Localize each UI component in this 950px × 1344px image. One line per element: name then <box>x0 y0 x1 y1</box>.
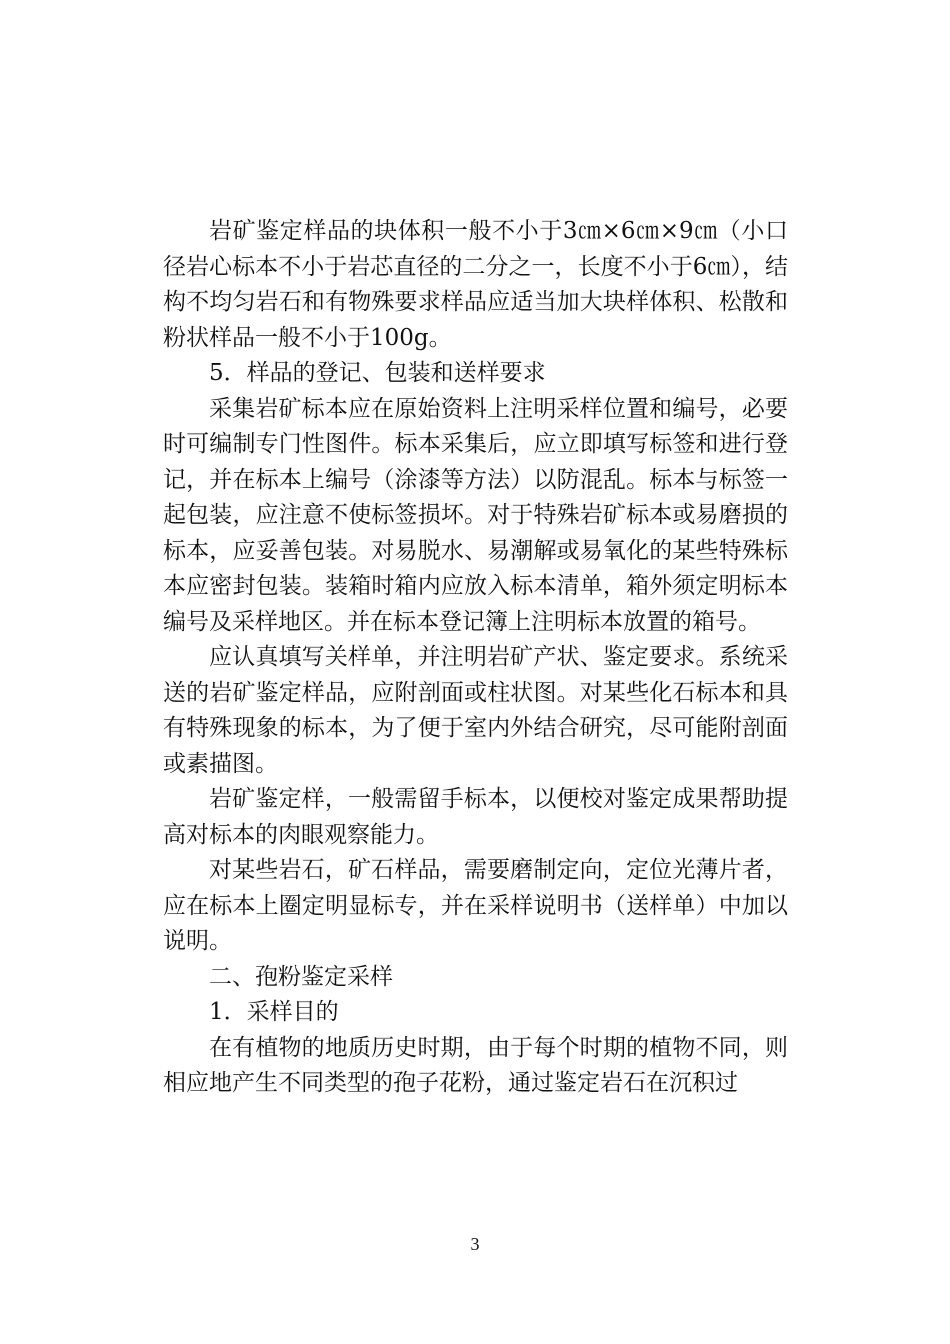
paragraph-sample-form: 应认真填写关样单，并注明岩矿产状、鉴定要求。系统采送的岩矿鉴定样品，应附剖面或柱状图。对某些化石标本和具有特殊现象的标本，为了便于室内外结合研究，尽可能附剖面或素描图。 <box>163 644 788 777</box>
section-heading-purpose: 1．采样目的 <box>209 999 339 1025</box>
page-number: 3 <box>470 1234 480 1254</box>
paragraph-sample-size: 岩矿鉴定样品的块体积一般不小于3㎝×6㎝×9㎝（小口径岩心标本不小于岩芯直径的二分之一，长度不小于6㎝），结构不均匀岩石和有物殊要求样品应适当加大块样体积、松散和粉状样品一般不小于100g。 <box>163 218 788 351</box>
section-heading-pollen: 二、孢粉鉴定采样 <box>209 963 393 990</box>
paragraph-collection-packing: 采集岩矿标本应在原始资料上注明采样位置和编号，必要时可编制专门性图件。标本采集后，应立即填写标签和进行登记，并在标本上编号（涂漆等方法）以防混乱。标本与标签一起包装，应注意不使标签损坏。对于特殊岩矿标本或易磨损的标本，应妥善包装。对易脱水、易潮解或易氧化的某些特殊标本应密封包装。装箱时箱内应放入标本清单，箱外须定明标本编号及采样地区。并在标本登记簿上注明标本放置的箱号。 <box>163 395 788 635</box>
section-heading-registration: 5．样品的登记、包装和送样要求 <box>209 360 546 386</box>
paragraph-oriented-sections: 对某些岩石，矿石样品，需要磨制定向，定位光薄片者，应在标本上圈定明显标专，并在采样说明书（送样单）中加以说明。 <box>163 857 788 954</box>
page-body <box>163 214 788 1102</box>
paragraph-pollen-purpose: 在有植物的地质历史时期，由于每个时期的植物不同，则相应地产生不同类型的孢子花粉，通过鉴定岩石在沉积过 <box>163 1034 788 1096</box>
paragraph-hand-specimen: 岩矿鉴定样，一般需留手标本，以便校对鉴定成果帮助提高对标本的肉眼观察能力。 <box>163 786 788 848</box>
